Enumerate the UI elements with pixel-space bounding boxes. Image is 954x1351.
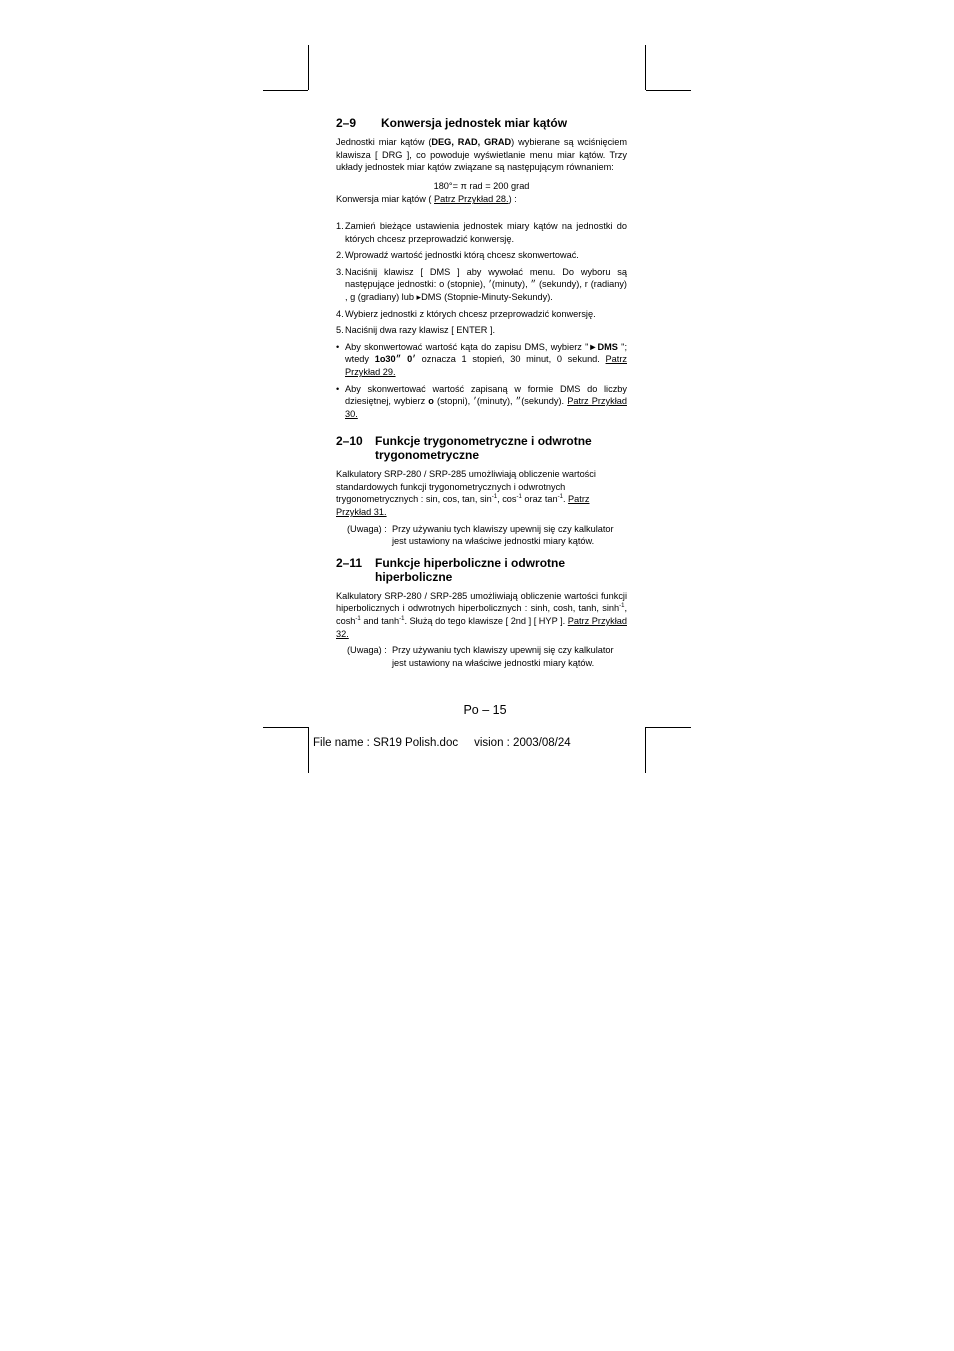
bullet-text (345, 383, 627, 421)
note (347, 644, 627, 669)
text: . (562, 494, 569, 505)
text: ) : (508, 194, 517, 205)
text: , cos (497, 494, 517, 505)
superscript: -1 (516, 494, 522, 501)
example-link[interactable]: Patrz Przykład 28. (434, 194, 509, 205)
file-info: File name : SR19 Polish.doc vision : 2003/08/24 (313, 737, 571, 749)
list-item (336, 249, 627, 262)
list-text: Zamień bieżące ustawienia jednostek miary kątów na jednostki do których chcesz przeprowadzić konwersję. (345, 220, 627, 244)
bullet-icon: • (336, 383, 340, 394)
bullet-item (336, 341, 627, 379)
list-item (336, 266, 627, 304)
superscript: -1 (355, 616, 361, 623)
list-text: Naciśnij dwa razy klawisz [ ENTER ]. (345, 325, 496, 336)
text: "; wtedy (345, 341, 627, 365)
text: Konwersja miar kątów ( (336, 194, 435, 205)
crop-mark (646, 90, 691, 91)
text: Kalkulatory SRP-280 / SRP-285 umożliwiają obliczenie wartości standardowych funkcji trygonometrycznych i odwrotnych trygonometrycznych : sin, cos, tan, sin (336, 469, 596, 505)
paragraph (336, 193, 627, 206)
text: (stopni), ׳(minuty), ״(sekundy). (433, 396, 568, 407)
bullet-item (336, 383, 627, 421)
example-link[interactable]: Patrz Przykład 32. (336, 616, 627, 639)
list-text: Wprowadź wartość jednostki którą chcesz skonwertować. (345, 250, 579, 261)
note-text: Przy używaniu tych klawiszy upewnij się czy kalkulator jest ustawiony na właściwe jednostki miary kątów. (392, 523, 614, 547)
note-label: (Uwaga) : (347, 645, 387, 656)
text: oznacza 1 stopień, 30 minut, 0 sekund. (415, 354, 606, 365)
text: , cosh (336, 603, 627, 627)
list-number: 5. (336, 325, 344, 336)
superscript: -1 (399, 616, 405, 623)
section-title: Funkcje trygonometryczne i odwrotne trygonometryczne (375, 434, 592, 463)
list-item (336, 308, 627, 321)
list-number: 4. (336, 308, 344, 319)
list-text: Wybierz jednostki z których chcesz przeprowadzić konwersję. (345, 308, 596, 319)
text: Aby skonwertować wartość zapisaną w formie DMS do liczby dziesiętnej, wybierz (345, 383, 627, 407)
crop-mark (645, 727, 646, 773)
text: ) wybierane są wciśnięciem klawisza [ DRG ], co powoduje wyświetlanie menu miar kątów. Trzy układy jednostek miar kątów związane są następującym równaniem: (336, 137, 627, 173)
section-title: Funkcje hiperboliczne i odwrotne hiperboliczne (375, 555, 566, 584)
note-text: Przy używaniu tych klawiszy upewnij się czy kalkulator jest ustawiony na właściwe jednostki miary kątów. (392, 645, 614, 668)
example-link[interactable]: Patrz Przykład 29. (345, 354, 627, 377)
section-number: 2–9 (336, 116, 357, 130)
crop-mark (263, 90, 308, 91)
superscript: -1 (491, 494, 498, 501)
paragraph (336, 468, 627, 518)
example-link[interactable]: Patrz Przykład 30. (345, 396, 627, 419)
text: Aby skonwertować wartość kąta do zapisu DMS, wybierz " (345, 341, 589, 352)
paragraph (336, 590, 627, 640)
text: and tanh (360, 616, 400, 627)
text: Jednostki miar kątów ( (336, 137, 432, 147)
paragraph (336, 136, 627, 174)
bullet-icon: • (336, 341, 340, 352)
section-heading (336, 556, 627, 584)
list-number: 1. (336, 220, 344, 231)
bold-text: o (428, 396, 434, 407)
section-heading (336, 434, 627, 462)
text: . Służą do tego klawisze [ 2nd ] [ HYP ]. (404, 616, 568, 627)
note-label: (Uwaga) : (347, 523, 387, 534)
bold-text: 1o30׳0 ״ (374, 354, 416, 365)
section-number: 2–10 (336, 434, 363, 449)
page-number: Po – 15 (463, 703, 507, 717)
text: Kalkulatory SRP-280 / SRP-285 umożliwiają obliczenie wartości funkcji hiperbolicznych i odwrotnych hiperbolicznych : sinh, cosh, tanh, sinh (336, 590, 627, 614)
superscript: -1 (619, 603, 625, 610)
page-content (336, 116, 627, 677)
bold-text: ►DMS (588, 341, 618, 352)
crop-mark (308, 45, 309, 90)
section-number: 2–11 (336, 555, 363, 570)
equation: 180°= π rad = 200 grad (433, 180, 530, 191)
section-title: Konwersja jednostek miar kątów (381, 116, 568, 130)
crop-mark (646, 727, 691, 728)
text: oraz tan (521, 494, 558, 505)
list-text: Naciśnij klawisz [ DMS ] aby wywołać menu. Do wyboru są następujące jednostki: o (stopnie), ׳(minuty), ״ (sekundy), r (radiany) , g (gradiany) lub ▸DMS (Stopnie-Minuty-Sekundy). (345, 266, 627, 302)
list-number: 3. (336, 266, 344, 277)
note (347, 523, 627, 548)
list-item (336, 220, 627, 245)
bullet-text (345, 341, 627, 379)
list-number: 2. (336, 250, 344, 261)
example-link[interactable]: Patrz Przykład 31. (336, 494, 590, 518)
list-item (336, 324, 627, 337)
bold-text: DEG, RAD, GRAD (431, 137, 512, 147)
crop-mark (263, 727, 308, 728)
section-heading (336, 116, 627, 130)
superscript: -1 (557, 494, 563, 501)
crop-mark (645, 45, 646, 90)
crop-mark (308, 727, 309, 773)
